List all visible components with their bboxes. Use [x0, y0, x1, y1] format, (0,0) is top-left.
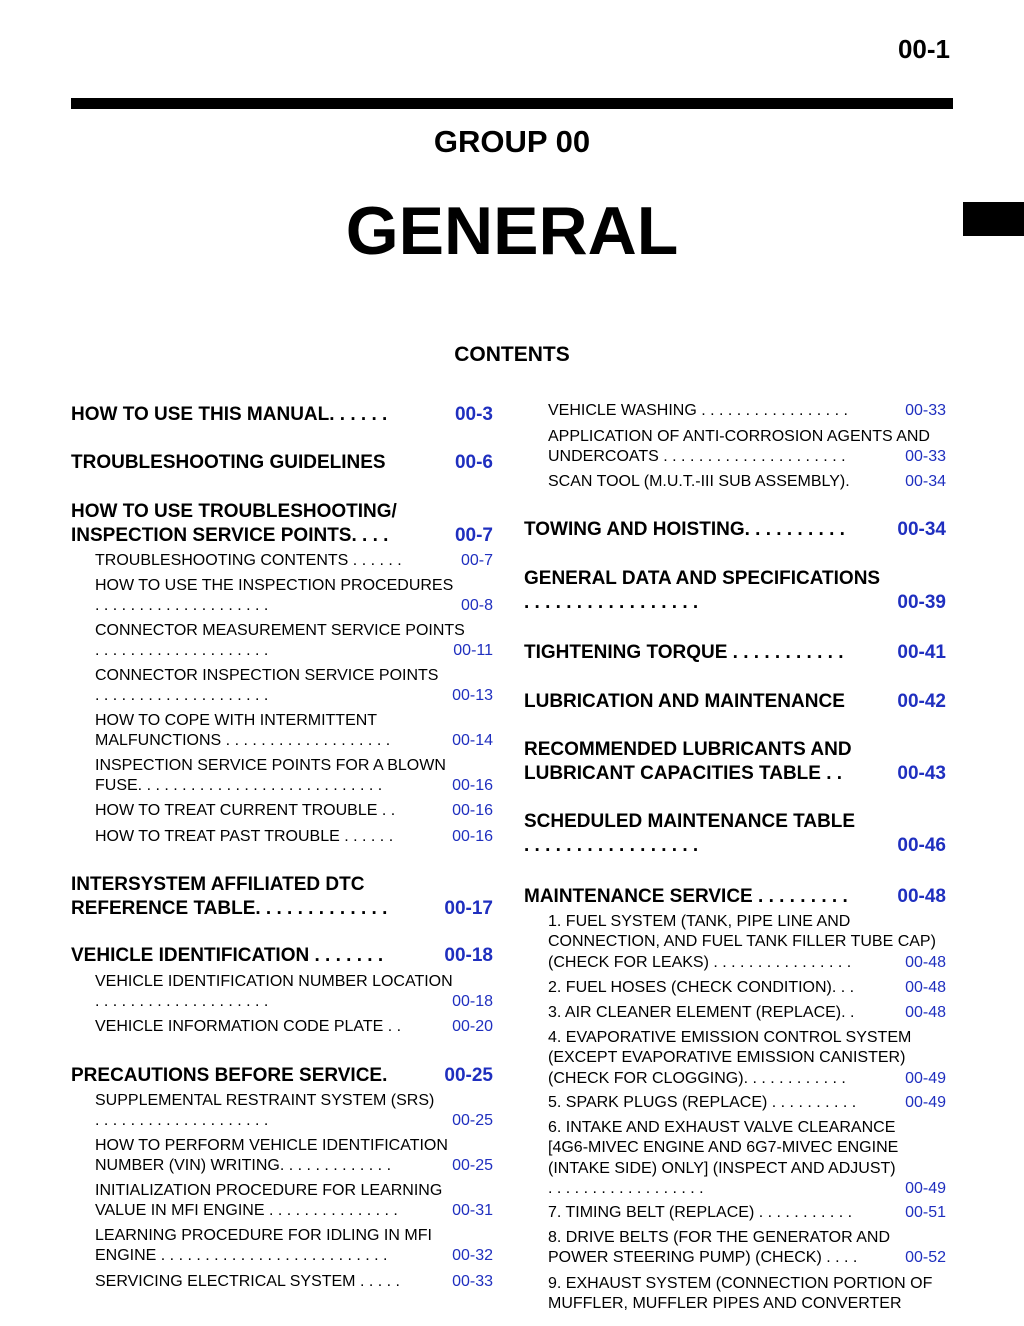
toc-entry-title: INTERSYSTEM AFFILIATED DTC — [71, 874, 365, 895]
toc-entry[interactable] — [71, 946, 493, 970]
toc-entry-title: POWER STEERING PUMP) (CHECK) . . . . — [548, 1249, 858, 1267]
toc-entry-title: TOWING AND HOISTING. . . . . . . . . . — [524, 519, 845, 540]
toc-entry[interactable] — [95, 713, 493, 754]
toc-page-ref: 00-34 — [905, 473, 946, 490]
toc-entry[interactable] — [548, 429, 946, 470]
toc-entry[interactable] — [548, 1230, 946, 1271]
toc-entry[interactable] — [548, 403, 946, 423]
toc-page-ref: 00-34 — [897, 519, 946, 540]
toc-entry-title: CONNECTION, AND FUEL TANK FILLER TUBE CAP) — [548, 933, 936, 951]
toc-entry-title: VEHICLE INFORMATION CODE PLATE . . — [95, 1018, 402, 1035]
toc-page-ref: 00-17 — [444, 897, 493, 919]
toc-entry[interactable] — [524, 643, 946, 667]
toc-entry-title: . . . . . . . . . . . . . . . . . . . . — [95, 687, 269, 705]
toc-page-ref: 00-43 — [897, 762, 946, 784]
toc-entry-title: HOW TO TREAT CURRENT TROUBLE . . — [95, 802, 396, 819]
header-rule — [71, 98, 953, 109]
toc-entry[interactable] — [95, 1274, 493, 1294]
toc-page-ref: 00-7 — [454, 524, 493, 546]
toc-page-ref: 00-52 — [905, 1249, 946, 1267]
toc-page-ref: 00-31 — [452, 1202, 493, 1220]
toc-entry-title: . . . . . . . . . . . . . . . . . . . . — [95, 993, 269, 1011]
toc-entry[interactable] — [524, 520, 946, 544]
toc-page-ref: 00-16 — [452, 777, 493, 795]
toc-page-ref: 00-48 — [897, 886, 946, 907]
toc-entry[interactable] — [95, 623, 493, 664]
group-heading: GROUP 00 — [433, 124, 591, 159]
toc-page-ref: 00-46 — [897, 834, 946, 856]
toc-entry-title: SERVICING ELECTRICAL SYSTEM . . . . . — [95, 1273, 400, 1290]
toc-entry[interactable] — [71, 502, 493, 549]
toc-page-ref: 00-3 — [454, 404, 493, 425]
toc-entry-title: VEHICLE IDENTIFICATION NUMBER LOCATION — [95, 973, 453, 990]
toc-entry[interactable] — [548, 1120, 946, 1201]
toc-page-ref: 00-49 — [905, 1179, 946, 1197]
toc-page-ref: 00-25 — [452, 1157, 493, 1175]
toc-page-ref: 00-20 — [452, 1018, 493, 1035]
toc-entry[interactable] — [95, 758, 493, 799]
toc-entry[interactable] — [524, 692, 946, 716]
toc-entry-title: LUBRICATION AND MAINTENANCE — [524, 691, 845, 712]
toc-entry-title: MALFUNCTIONS . . . . . . . . . . . . . . . . . . . — [95, 732, 391, 750]
toc-entry-title: 2. FUEL HOSES (CHECK CONDITION). . . — [548, 979, 855, 996]
toc-entry[interactable] — [71, 453, 493, 477]
toc-entry[interactable] — [95, 578, 493, 619]
toc-entry-title: HOW TO TREAT PAST TROUBLE . . . . . . — [95, 828, 394, 845]
contents-heading: CONTENTS — [454, 343, 570, 366]
toc-entry[interactable] — [95, 803, 493, 823]
toc-entry[interactable] — [524, 740, 946, 787]
toc-entry-title: MUFFLER, MUFFLER PIPES AND CONVERTER — [548, 1295, 902, 1313]
toc-page-ref: 00-18 — [452, 993, 493, 1011]
toc-entry-title: 1. FUEL SYSTEM (TANK, PIPE LINE AND — [548, 913, 851, 930]
toc-entry[interactable] — [524, 569, 946, 616]
toc-entry-title: ENGINE . . . . . . . . . . . . . . . . . . . . . . . . . . — [95, 1247, 388, 1265]
toc-entry-title: CONNECTOR MEASUREMENT SERVICE POINTS — [95, 622, 465, 639]
toc-entry-title: PRECAUTIONS BEFORE SERVICE. — [71, 1065, 388, 1086]
toc-entry-title: TROUBLESHOOTING CONTENTS . . . . . . — [95, 552, 402, 569]
toc-entry[interactable] — [548, 914, 946, 975]
toc-page-ref: 00-42 — [897, 691, 946, 712]
toc-entry-title: SUPPLEMENTAL RESTRAINT SYSTEM (SRS) — [95, 1092, 435, 1109]
toc-entry-title: VALUE IN MFI ENGINE . . . . . . . . . . . . . . . — [95, 1202, 398, 1220]
page-number: 00-1 — [897, 34, 950, 64]
toc-page-ref: 00-39 — [897, 591, 946, 613]
toc-entry-title: HOW TO USE THE INSPECTION PROCEDURES — [95, 577, 454, 594]
toc-entry-title: HOW TO USE THIS MANUAL. . . . . . — [71, 404, 388, 425]
toc-page-ref: 00-6 — [454, 452, 493, 473]
toc-page-ref: 00-41 — [897, 642, 946, 663]
toc-page-ref: 00-33 — [905, 402, 946, 419]
toc-page-ref: 00-48 — [905, 1004, 946, 1021]
toc-entry-title: CONNECTOR INSPECTION SERVICE POINTS — [95, 667, 439, 684]
toc-entry[interactable] — [524, 887, 946, 911]
toc-entry-title: INITIALIZATION PROCEDURE FOR LEARNING — [95, 1182, 443, 1199]
toc-entry-title: 7. TIMING BELT (REPLACE) . . . . . . . . . . . — [548, 1204, 853, 1221]
toc-page-ref: 00-51 — [905, 1204, 946, 1221]
toc-entry[interactable] — [548, 474, 946, 494]
toc-entry-title: . . . . . . . . . . . . . . . . . . . . — [95, 1112, 269, 1130]
toc-entry-title: MAINTENANCE SERVICE . . . . . . . . . — [524, 886, 848, 907]
toc-entry-title: HOW TO USE TROUBLESHOOTING/ — [71, 501, 397, 522]
toc-page-ref: 00-8 — [460, 597, 493, 615]
toc-entry-title: TIGHTENING TORQUE . . . . . . . . . . . — [524, 642, 844, 663]
toc-page-ref: 00-33 — [452, 1273, 493, 1290]
toc-entry[interactable] — [95, 829, 493, 849]
toc-entry[interactable] — [71, 875, 493, 922]
toc-entry-title: APPLICATION OF ANTI-CORROSION AGENTS AND — [548, 428, 930, 445]
toc-entry[interactable] — [548, 1276, 946, 1317]
toc-entry[interactable] — [548, 1095, 946, 1115]
toc-entry[interactable] — [524, 812, 946, 859]
toc-entry-title: 8. DRIVE BELTS (FOR THE GENERATOR AND — [548, 1229, 890, 1246]
toc-entry-title: [4G6-MIVEC ENGINE AND 6G7-MIVEC ENGINE — [548, 1139, 899, 1157]
toc-entry-title: 5. SPARK PLUGS (REPLACE) . . . . . . . . . . — [548, 1094, 857, 1111]
toc-page-ref: 00-49 — [905, 1069, 946, 1087]
toc-entry-title: . . . . . . . . . . . . . . . . . . — [548, 1179, 704, 1197]
toc-page-ref: 00-14 — [452, 732, 493, 750]
toc-entry-title: (CHECK FOR LEAKS) . . . . . . . . . . . . . . . . — [548, 953, 852, 971]
toc-page-ref: 00-48 — [905, 979, 946, 996]
toc-entry-title: . . . . . . . . . . . . . . . . . . . . — [95, 597, 269, 615]
toc-entry-title: UNDERCOATS . . . . . . . . . . . . . . . . . . . . . — [548, 448, 846, 466]
toc-entry-title: HOW TO COPE WITH INTERMITTENT — [95, 712, 378, 729]
toc-entry[interactable] — [548, 1030, 946, 1091]
toc-entry-title: 9. EXHAUST SYSTEM (CONNECTION PORTION OF — [548, 1275, 933, 1292]
toc-entry[interactable] — [548, 980, 946, 1000]
toc-entry-title: 3. AIR CLEANER ELEMENT (REPLACE). . — [548, 1004, 855, 1021]
toc-entry-title: . . . . . . . . . . . . . . . . . — [524, 834, 699, 856]
toc-entry-title: (CHECK FOR CLOGGING). . . . . . . . . . . . — [548, 1069, 846, 1087]
toc-entry[interactable] — [95, 1228, 493, 1269]
toc-entry-title: SCAN TOOL (M.U.T.-III SUB ASSEMBLY). — [548, 473, 850, 490]
toc-entry[interactable] — [71, 405, 493, 429]
toc-entry[interactable] — [95, 1138, 493, 1179]
toc-entry-title: . . . . . . . . . . . . . . . . . . . . — [95, 642, 269, 660]
toc-entry-title: (EXCEPT EVAPORATIVE EMISSION CANISTER) — [548, 1049, 906, 1067]
toc-page-ref: 00-32 — [452, 1247, 493, 1265]
toc-page-ref: 00-7 — [460, 552, 493, 569]
toc-entry-title: SCHEDULED MAINTENANCE TABLE — [524, 811, 856, 832]
toc-page-ref: 00-33 — [905, 448, 946, 466]
toc-page-ref: 00-16 — [452, 802, 493, 819]
toc-entry-title: HOW TO PERFORM VEHICLE IDENTIFICATION — [95, 1137, 448, 1154]
toc-entry[interactable] — [548, 1205, 946, 1225]
toc-entry-title: . . . . . . . . . . . . . . . . . — [524, 591, 699, 613]
toc-page-ref: 00-25 — [444, 1065, 493, 1086]
toc-entry-title: 4. EVAPORATIVE EMISSION CONTROL SYSTEM — [548, 1029, 912, 1046]
toc-page-ref: 00-18 — [444, 945, 493, 966]
toc-entry-title: LUBRICANT CAPACITIES TABLE . . — [524, 762, 843, 784]
toc-entry-title: INSPECTION SERVICE POINTS. . . . — [71, 524, 389, 546]
toc-entry[interactable] — [95, 1093, 493, 1134]
toc-page-ref: 00-11 — [453, 642, 493, 660]
toc-entry-title: NUMBER (VIN) WRITING. . . . . . . . . . . . . — [95, 1157, 392, 1175]
toc-entry[interactable] — [95, 553, 493, 573]
toc-page-ref: 00-13 — [452, 687, 493, 705]
toc-entry-title: 6. INTAKE AND EXHAUST VALVE CLEARANCE — [548, 1119, 896, 1136]
toc-entry-title: REFERENCE TABLE. . . . . . . . . . . . . — [71, 897, 388, 919]
toc-page-ref: 00-49 — [905, 1094, 946, 1111]
toc-entry-title: GENERAL DATA AND SPECIFICATIONS — [524, 568, 881, 589]
toc-entry-title: RECOMMENDED LUBRICANTS AND — [524, 739, 852, 760]
toc-entry[interactable] — [95, 668, 493, 709]
toc-entry-title: TROUBLESHOOTING GUIDELINES — [71, 452, 386, 473]
toc-entry[interactable] — [95, 974, 493, 1015]
toc-page-ref: 00-48 — [905, 953, 946, 971]
toc-entry-title: VEHICLE WASHING . . . . . . . . . . . . . . . . . — [548, 402, 848, 419]
group-title: GENERAL — [345, 193, 679, 269]
toc-entry[interactable] — [95, 1183, 493, 1224]
toc-page-ref: 00-25 — [452, 1112, 493, 1130]
toc-entry[interactable] — [548, 1005, 946, 1025]
toc-entry-title: (INTAKE SIDE) ONLY] (INSPECT AND ADJUST) — [548, 1159, 896, 1177]
toc-entry[interactable] — [71, 1066, 493, 1090]
toc-entry-title: VEHICLE IDENTIFICATION . . . . . . . — [71, 945, 384, 966]
toc-entry-title: INSPECTION SERVICE POINTS FOR A BLOWN — [95, 757, 446, 774]
toc-page-ref: 00-16 — [452, 828, 493, 845]
toc-entry-title: LEARNING PROCEDURE FOR IDLING IN MFI — [95, 1227, 432, 1244]
toc-entry[interactable] — [95, 1019, 493, 1039]
toc-entry-title: FUSE. . . . . . . . . . . . . . . . . . . . . . . . . . . . — [95, 777, 383, 795]
